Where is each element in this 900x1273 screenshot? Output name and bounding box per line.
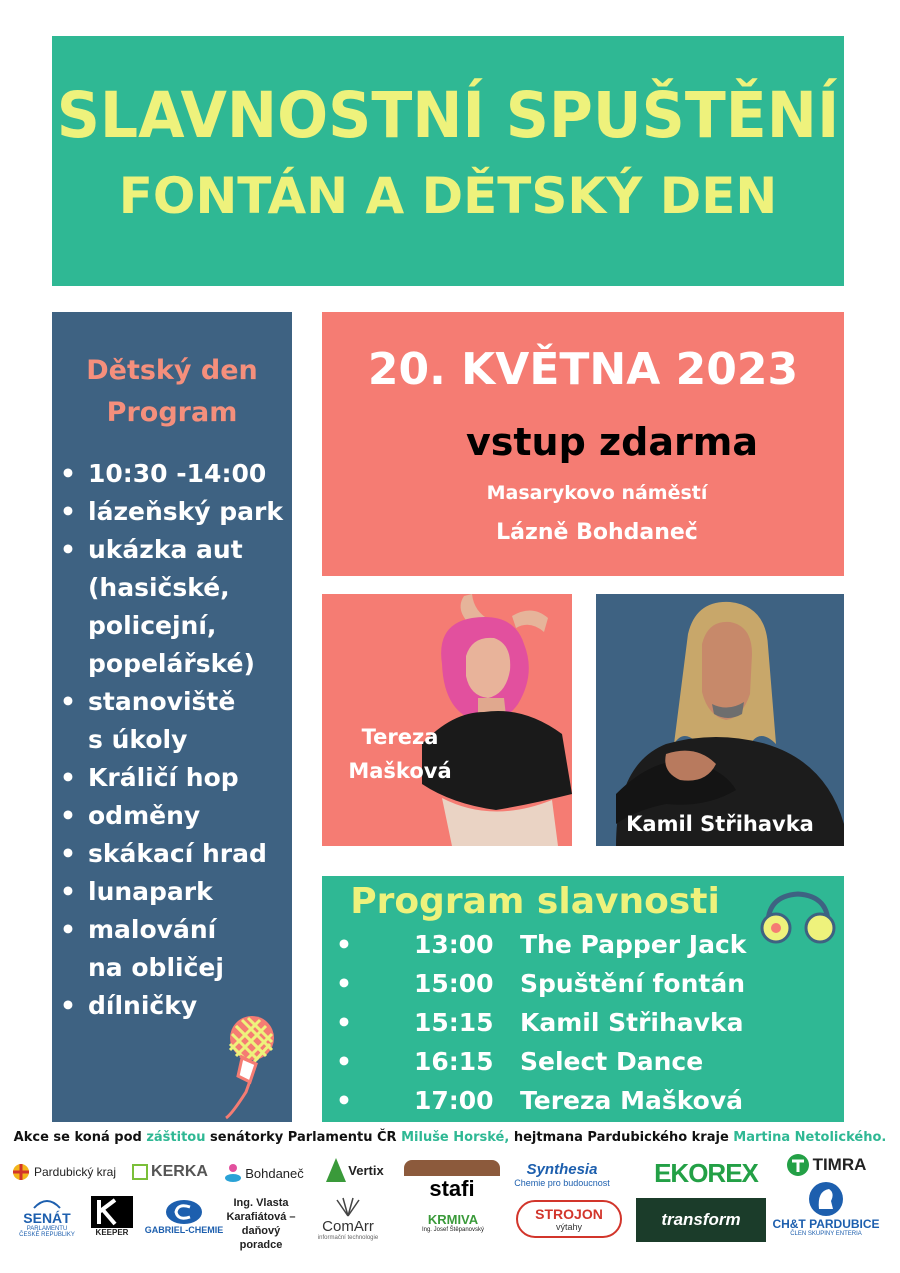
kids-program-item-continuation: na obličej xyxy=(88,953,224,982)
kids-program-item xyxy=(58,873,283,911)
festival-program-act: Kamil Střihavka xyxy=(520,1008,744,1037)
event-date: 20. KVĚTNA 2023 xyxy=(367,344,799,395)
logo-bohdanec-text: Bohdaneč xyxy=(245,1165,304,1181)
patronage-line xyxy=(0,1130,900,1145)
logo-strojon-text: STROJON xyxy=(535,1206,603,1222)
logo-transform-text: transform xyxy=(661,1210,741,1229)
kids-program-item-continuation: (hasičské, xyxy=(88,573,230,602)
logo-vertix-text: Vertix xyxy=(348,1162,384,1178)
logo-bohdanec xyxy=(218,1160,310,1186)
logo-synthesia-sub: Chemie pro budoucnost xyxy=(514,1177,610,1188)
keeper-k-icon xyxy=(91,1196,133,1228)
logo-keeper xyxy=(88,1192,136,1240)
performer-panel-tereza xyxy=(322,594,572,846)
logo-timra-text: TIMRA xyxy=(812,1155,867,1174)
patronage-part-2: senátorky Parlamentu ČR xyxy=(205,1130,402,1145)
kids-program-item xyxy=(58,797,283,835)
kids-program-item xyxy=(58,455,283,493)
pardubicky-kraj-emblem-icon xyxy=(12,1163,30,1181)
kids-program-item-text: lázeňský park xyxy=(88,497,283,526)
bohdanec-fountain-icon xyxy=(224,1163,242,1183)
logo-pardubicky-kraj xyxy=(8,1160,120,1184)
logo-ekorex xyxy=(644,1158,768,1188)
logo-krmiva xyxy=(404,1208,502,1236)
festival-program-row xyxy=(322,965,844,1003)
title-line-1: SLAVNOSTNÍ SPUŠTĚNÍ xyxy=(56,79,840,153)
festival-program-act: The Papper Jack xyxy=(520,930,747,959)
logo-synthesia-text: Synthesia xyxy=(526,1160,598,1178)
festival-program-time: 15:15 xyxy=(414,1008,494,1037)
festival-program-row xyxy=(322,1004,844,1042)
karafiatova-line-3: daňový xyxy=(241,1225,281,1237)
logo-kerka xyxy=(128,1160,212,1184)
logo-senat-text: SENÁT xyxy=(23,1210,71,1226)
kids-program-item-text: dílničky xyxy=(88,991,198,1020)
gabriel-chemie-icon xyxy=(164,1199,204,1225)
tereza-name-line-1: Tereza xyxy=(361,725,439,749)
kids-program-item-continuation: popelářské) xyxy=(88,649,255,678)
kids-program-item-text: lunapark xyxy=(88,877,213,906)
logo-senat xyxy=(10,1190,84,1242)
festival-program-act: Tereza Mašková xyxy=(520,1086,744,1115)
senat-emblem-icon xyxy=(32,1194,62,1210)
logo-gabriel-chemie xyxy=(140,1196,228,1238)
kids-program-item xyxy=(58,493,283,531)
logo-stafi xyxy=(404,1158,500,1204)
festival-program-act: Select Dance xyxy=(520,1047,704,1076)
festival-program-row xyxy=(322,1043,844,1081)
performer-panel-kamil xyxy=(596,594,844,846)
bullet-icon: • xyxy=(336,930,352,959)
festival-program-time: 13:00 xyxy=(414,930,494,959)
comarr-wings-icon xyxy=(333,1196,363,1218)
logo-comarr xyxy=(300,1192,396,1244)
stafi-roof-icon xyxy=(404,1160,500,1176)
karafiatova-line-1: Ing. Vlasta xyxy=(233,1197,289,1209)
patronage-highlight-1: záštitou xyxy=(146,1130,206,1145)
logo-cht-pardubice xyxy=(770,1174,882,1244)
kids-program-item-text: skákací hrad xyxy=(88,839,267,868)
patronage-part-1: Akce se koná pod xyxy=(13,1130,147,1145)
bullet-icon: • xyxy=(336,1008,352,1037)
kids-program-item-text: malování xyxy=(88,915,217,944)
bullet-icon: • xyxy=(336,1047,352,1076)
kids-program-item xyxy=(58,911,283,987)
logo-gabriel-chemie-text: GABRIEL-CHEMIE xyxy=(144,1225,224,1235)
kids-program-item-continuation: s úkoly xyxy=(88,725,188,754)
date-panel xyxy=(322,312,844,576)
vertix-triangle-icon xyxy=(324,1156,348,1184)
logo-karafiatova xyxy=(222,1194,300,1254)
tereza-name-line-2: Mašková xyxy=(348,759,452,783)
patronage-highlight-3: Martina Netolického. xyxy=(733,1130,887,1145)
venue-square: Masarykovo náměstí xyxy=(486,482,708,504)
kids-program-heading xyxy=(52,350,292,434)
title-line-2: FONTÁN A DĚTSKÝ DEN xyxy=(118,167,778,225)
logo-senat-sub1: PARLAMENTU xyxy=(26,1226,68,1232)
karafiatova-line-4: poradce xyxy=(239,1239,283,1251)
kids-heading-line-2: Program xyxy=(106,397,238,428)
festival-program-act: Spuštění fontán xyxy=(520,969,746,998)
logo-vertix xyxy=(316,1154,392,1186)
entry-free: vstup zdarma xyxy=(466,420,758,464)
kids-program-item-text: Králičí hop xyxy=(88,763,239,792)
logo-krmiva-text: KRMIVA xyxy=(427,1211,479,1227)
performer-name-kamil: Kamil Střihavka xyxy=(626,812,814,836)
kids-program-item xyxy=(58,531,283,683)
kids-program-item-text: 10:30 -14:00 xyxy=(88,459,267,488)
venue-town: Lázně Bohdaneč xyxy=(496,520,698,545)
festival-program-panel xyxy=(322,876,844,1122)
kerka-square-icon xyxy=(132,1164,148,1180)
kids-program-item xyxy=(58,835,283,873)
kids-program-item-text: odměny xyxy=(88,801,201,830)
kids-program-item-continuation: policejní, xyxy=(88,611,217,640)
logo-ekorex-text: EKOREX xyxy=(654,1157,758,1188)
logo-pardubicky-kraj-text: Pardubický kraj xyxy=(33,1165,117,1179)
patronage-highlight-2: Miluše Horské, xyxy=(401,1130,510,1145)
festival-program-row xyxy=(322,1082,844,1120)
karafiatova-line-2: Karafiátová – xyxy=(226,1211,296,1223)
kids-program-list xyxy=(58,455,283,1025)
title-banner xyxy=(52,36,844,286)
logo-krmiva-sub: Ing. Josef Štěpanovský xyxy=(421,1226,485,1233)
kids-program-panel xyxy=(52,312,292,1122)
kids-program-item-text: ukázka aut xyxy=(88,535,243,564)
microphone-icon xyxy=(222,1012,278,1120)
logo-kerka-text: KERKA xyxy=(151,1163,208,1180)
logo-keeper-text: KEEPER xyxy=(95,1227,129,1237)
logo-stafi-text: stafi xyxy=(429,1176,475,1201)
performer-name-tereza xyxy=(340,720,460,788)
logo-strojon-sub: výtahy xyxy=(555,1222,582,1232)
cht-seal-icon xyxy=(807,1181,845,1217)
logo-strojon xyxy=(516,1200,622,1238)
kids-program-item xyxy=(58,759,283,797)
logo-transform xyxy=(636,1198,766,1242)
logo-senat-sub2: ČESKÉ REPUBLIKY xyxy=(19,1232,75,1238)
festival-program-time: 15:00 xyxy=(414,969,494,998)
logo-cht-text: CH&T PARDUBICE xyxy=(772,1217,880,1231)
logo-synthesia xyxy=(502,1160,622,1188)
festival-program-time: 16:15 xyxy=(414,1047,494,1076)
performer-photo-kamil xyxy=(596,594,844,846)
festival-program-time: 17:00 xyxy=(414,1086,494,1115)
bullet-icon: • xyxy=(336,969,352,998)
logo-comarr-text: ComArr xyxy=(322,1217,374,1235)
festival-program-title: Program slavnosti xyxy=(350,881,720,922)
kids-heading-line-1: Dětský den xyxy=(86,355,258,386)
bullet-icon: • xyxy=(336,1086,352,1115)
kids-program-item-text: stanoviště xyxy=(88,687,236,716)
logo-comarr-sub: informační technologie xyxy=(317,1234,379,1241)
festival-program-row xyxy=(322,926,844,964)
kids-program-item xyxy=(58,683,283,759)
patronage-part-3: hejtmana Pardubického kraje xyxy=(509,1130,734,1145)
logo-cht-sub: ČLEN SKUPINY ENTERIA xyxy=(790,1231,862,1237)
